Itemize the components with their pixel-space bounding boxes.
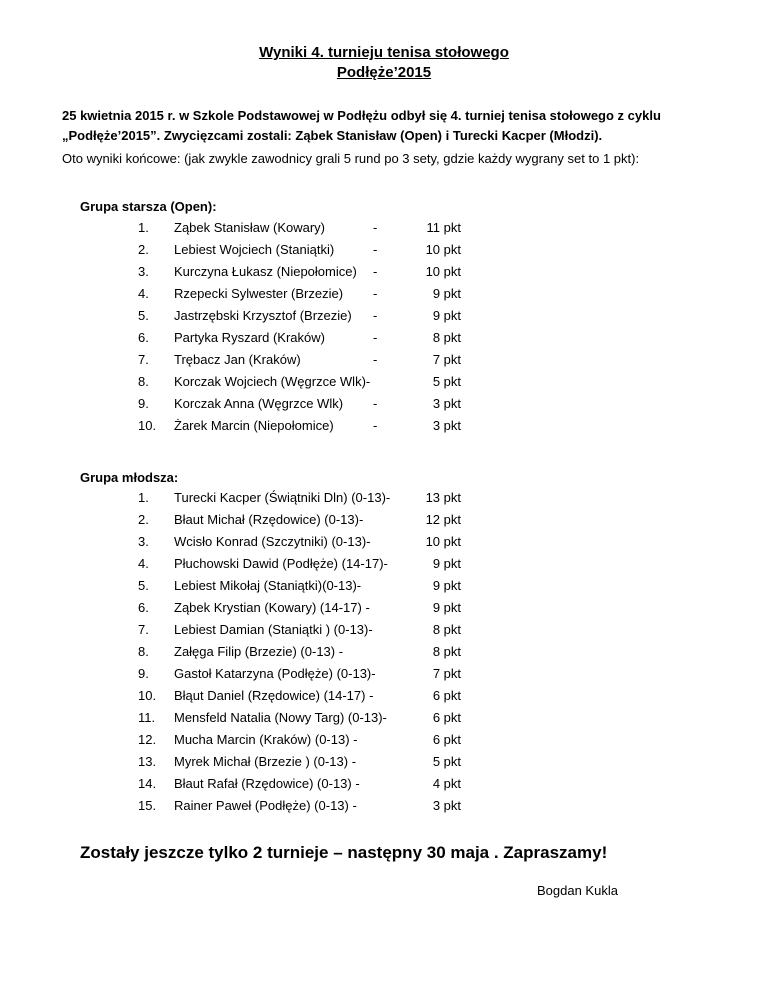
- result-row: [0, 754, 768, 776]
- result-row: [0, 286, 768, 308]
- result-row: [0, 622, 768, 644]
- player-name: Korczak Wojciech (Węgrzce Wlk)-: [174, 374, 371, 389]
- group-young-title: Grupa młodsza:: [80, 470, 179, 485]
- result-row: [0, 330, 768, 352]
- points-value: 10 pkt: [425, 264, 461, 279]
- rank-number: 8.: [138, 644, 149, 659]
- result-row: [0, 374, 768, 396]
- player-name: Myrek Michał (Brzezie ) (0-13) -: [174, 754, 357, 769]
- points-value: 8 pkt: [432, 330, 461, 345]
- rank-number: 15.: [138, 798, 157, 813]
- separator-dash: -: [373, 418, 378, 433]
- rank-number: 6.: [138, 600, 149, 615]
- player-name: Lebiest Mikołaj (Staniątki)(0-13)-: [174, 578, 362, 593]
- separator-dash: -: [373, 220, 378, 235]
- page-subtitle: Podłęże’2015: [336, 64, 432, 81]
- results-note: Oto wyniki końcowe: (jak zwykle zawodnicy grali 5 rund po 3 sety, gdzie każdy wygrany set to 1 pkt):: [62, 151, 640, 166]
- result-row: [0, 396, 768, 418]
- rank-number: 3.: [138, 264, 149, 279]
- rank-number: 4.: [138, 286, 149, 301]
- rank-number: 7.: [138, 352, 149, 367]
- points-value: 13 pkt: [425, 490, 461, 505]
- points-value: 9 pkt: [432, 308, 461, 323]
- points-value: 9 pkt: [432, 578, 461, 593]
- rank-number: 1.: [138, 220, 149, 235]
- points-value: 8 pkt: [432, 622, 461, 637]
- separator-dash: -: [373, 396, 378, 411]
- rank-number: 5.: [138, 578, 149, 593]
- result-row: [0, 308, 768, 330]
- result-row: [0, 242, 768, 264]
- points-value: 9 pkt: [432, 556, 461, 571]
- player-name: Mensfeld Natalia (Nowy Targ) (0-13)-: [174, 710, 387, 725]
- result-row: [0, 600, 768, 622]
- result-row: [0, 556, 768, 578]
- group-open-title: Grupa starsza (Open):: [80, 199, 217, 214]
- rank-number: 14.: [138, 776, 157, 791]
- points-value: 3 pkt: [432, 396, 461, 411]
- rank-number: 2.: [138, 242, 149, 257]
- player-name: Lebiest Damian (Staniątki ) (0-13)-: [174, 622, 373, 637]
- rank-number: 6.: [138, 330, 149, 345]
- points-value: 9 pkt: [432, 286, 461, 301]
- player-name: Korczak Anna (Węgrzce Wlk): [174, 396, 344, 411]
- rank-number: 13.: [138, 754, 157, 769]
- player-name: Rzepecki Sylwester (Brzezie): [174, 286, 344, 301]
- player-name: Błaut Rafał (Rzędowice) (0-13) -: [174, 776, 360, 791]
- points-value: 3 pkt: [432, 418, 461, 433]
- player-name: Rainer Paweł (Podłęże) (0-13) -: [174, 798, 357, 813]
- result-row: [0, 352, 768, 374]
- player-name: Błaut Michał (Rzędowice) (0-13)-: [174, 512, 364, 527]
- result-row: [0, 688, 768, 710]
- points-value: 4 pkt: [432, 776, 461, 791]
- separator-dash: -: [373, 352, 378, 367]
- points-value: 7 pkt: [432, 352, 461, 367]
- result-row: [0, 578, 768, 600]
- points-value: 6 pkt: [432, 732, 461, 747]
- points-value: 9 pkt: [432, 600, 461, 615]
- result-row: [0, 798, 768, 820]
- player-name: Jastrzębski Krzysztof (Brzezie): [174, 308, 352, 323]
- result-row: [0, 710, 768, 732]
- points-value: 12 pkt: [425, 512, 461, 527]
- player-name: Trębacz Jan (Kraków): [174, 352, 301, 367]
- rank-number: 10.: [138, 418, 157, 433]
- rank-number: 10.: [138, 688, 157, 703]
- rank-number: 11.: [138, 710, 156, 725]
- rank-number: 9.: [138, 666, 149, 681]
- rank-number: 9.: [138, 396, 149, 411]
- separator-dash: -: [373, 286, 378, 301]
- result-row: [0, 220, 768, 242]
- player-name: Mucha Marcin (Kraków) (0-13) -: [174, 732, 358, 747]
- points-value: 6 pkt: [432, 710, 461, 725]
- player-name: Kurczyna Łukasz (Niepołomice): [174, 264, 357, 279]
- result-row: [0, 732, 768, 754]
- result-row: [0, 644, 768, 666]
- result-row: [0, 776, 768, 798]
- result-row: [0, 490, 768, 512]
- player-name: Ząbek Stanisław (Kowary): [174, 220, 325, 235]
- rank-number: 1.: [138, 490, 149, 505]
- points-value: 10 pkt: [425, 534, 461, 549]
- intro-paragraph: 25 kwietnia 2015 r. w Szkole Podstawowej w Podłężu odbył się 4. turniej tenisa stołowego z cyklu „Podłęże’2015”. Zwycięzcami zostali: Ząbek Stanisław (Open) i Turecki Kacper (Młodzi).: [62, 108, 661, 143]
- result-row: [0, 264, 768, 286]
- closing-announcement: Zostały jeszcze tylko 2 turnieje – następny 30 maja . Zapraszamy!: [80, 843, 608, 862]
- player-name: Turecki Kacper (Świątniki Dln) (0-13)-: [174, 490, 391, 505]
- separator-dash: -: [373, 242, 378, 257]
- rank-number: 2.: [138, 512, 149, 527]
- result-row: [0, 666, 768, 688]
- player-name: Załęga Filip (Brzezie) (0-13) -: [174, 644, 344, 659]
- separator-dash: -: [373, 264, 378, 279]
- result-row: [0, 512, 768, 534]
- rank-number: 12.: [138, 732, 157, 747]
- player-name: Płuchowski Dawid (Podłęże) (14-17)-: [174, 556, 388, 571]
- rank-number: 4.: [138, 556, 149, 571]
- page-title: Wyniki 4. turnieju tenisa stołowego: [259, 44, 509, 61]
- signature: Bogdan Kukla: [537, 883, 618, 898]
- points-value: 7 pkt: [432, 666, 461, 681]
- points-value: 3 pkt: [432, 798, 461, 813]
- player-name: Gastoł Katarzyna (Podłęże) (0-13)-: [174, 666, 376, 681]
- player-name: Żarek Marcin (Niepołomice): [174, 418, 334, 433]
- player-name: Lebiest Wojciech (Staniątki): [174, 242, 335, 257]
- player-name: Partyka Ryszard (Kraków): [174, 330, 325, 345]
- separator-dash: -: [373, 308, 378, 323]
- rank-number: 5.: [138, 308, 149, 323]
- result-row: [0, 534, 768, 556]
- player-name: Błąut Daniel (Rzędowice) (14-17) -: [174, 688, 374, 703]
- points-value: 5 pkt: [432, 754, 461, 769]
- player-name: Ząbek Krystian (Kowary) (14-17) -: [174, 600, 370, 615]
- separator-dash: -: [373, 330, 378, 345]
- rank-number: 8.: [138, 374, 149, 389]
- rank-number: 7.: [138, 622, 149, 637]
- points-value: 5 pkt: [432, 374, 461, 389]
- result-row: [0, 418, 768, 440]
- points-value: 6 pkt: [432, 688, 461, 703]
- rank-number: 3.: [138, 534, 149, 549]
- points-value: 8 pkt: [432, 644, 461, 659]
- points-value: 10 pkt: [425, 242, 461, 257]
- points-value: 11 pkt: [426, 220, 461, 235]
- player-name: Wcisło Konrad (Szczytniki) (0-13)-: [174, 534, 371, 549]
